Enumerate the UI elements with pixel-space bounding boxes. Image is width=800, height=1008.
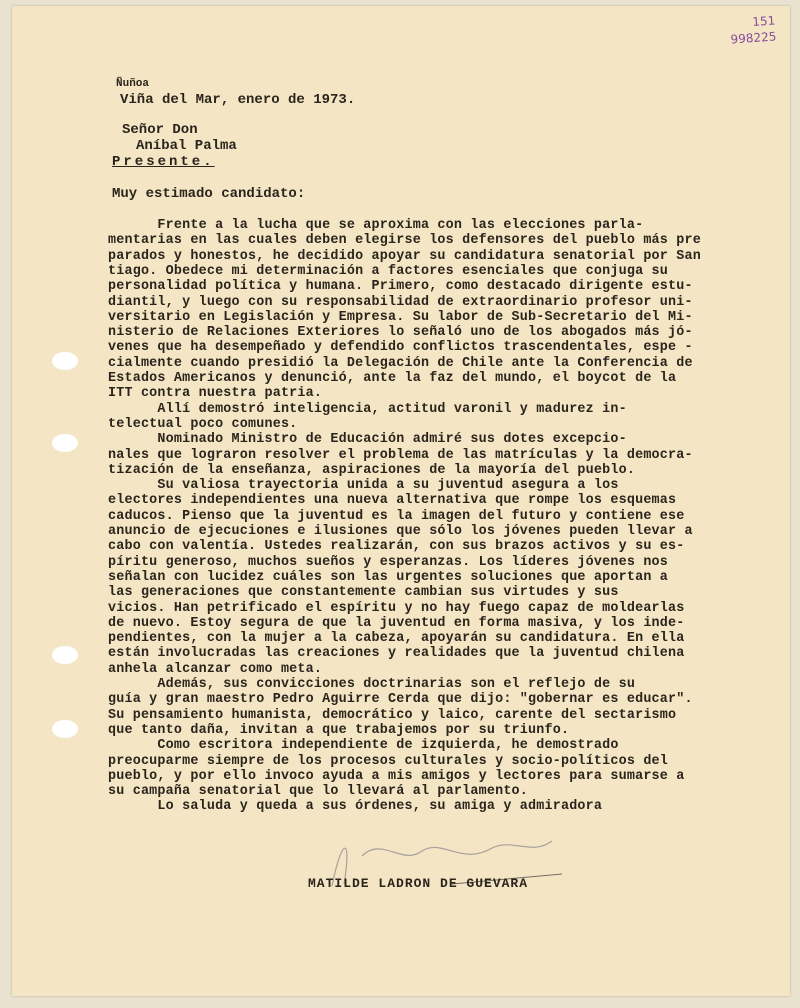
body-line: caducos. Pienso que la juventud es la imagen del futuro y contiene ese [108,508,685,524]
body-line: Como escritora independiente de izquierda, he demostrado [108,738,619,754]
body-line: vicios. Han petrificado el espíritu y no hay fuego capaz de moldearlas [108,600,685,616]
body-line: que tanto daña, invitan a que trabajemos por su triunfo. [108,722,570,738]
punch-hole [52,434,78,452]
body-line: mentarias en las cuales deben elegirse los defensores del pueblo más pre [108,233,701,249]
body-line: su campaña senatorial que lo llevará al parlamento. [108,784,529,800]
greeting: Muy estimado candidato: [112,186,306,202]
signer-name: MATILDE LADRON DE GUEVARA [308,876,529,891]
body-line: nales que lograron resolver el problema de las matrículas y la democra- [108,447,693,463]
punch-hole [52,352,78,370]
body-line: tiago. Obedece mi determinación a factores esenciales que conjuga su [108,263,669,279]
body-line: versitario en Legislación y Empresa. Su labor de Sub-Secretario del Mi- [108,309,693,325]
body-line: pendientes, con la mujer a la cabeza, apoyarán su candidatura. En ella [108,631,685,647]
body-line: telectual poco comunes. [108,416,298,432]
body-line: Frente a la lucha que se aproxima con las elecciones parla- [108,218,644,233]
body-line: Además, sus convicciones doctrinarias son el reflejo de su [108,677,636,692]
body-line: anhela alcanzar como meta. [108,661,323,677]
body-line: venes que ha desempeñado y defendido conflictos trascendentales, espe - [108,340,693,356]
punch-hole [52,646,78,664]
body-line: las generaciones que constantemente cambian sus virtudes y sus [108,585,619,601]
body-line: guía y gran maestro Pedro Aguirre Cerda que dijo: "gobernar es educar". [108,692,693,708]
recipient-line: Aníbal Palma [136,138,237,154]
archive-mark-top: 151 [752,13,776,30]
body-line: píritu generoso, muchos sueños y esperanzas. Los líderes jóvenes nos [108,554,669,570]
body-line: personalidad política y humana. Primero, como destacado dirigente estu- [108,279,693,295]
recipient-line: Presente. [112,154,215,170]
body-line: electores independientes una nueva alternativa que rompe los esquemas [108,493,677,509]
archive-mark-bottom: 998225 [730,29,777,47]
punch-hole [52,720,78,738]
body-line: pueblo, y por ello invoco ayuda a mis amigos y lectores para sumarse a [108,768,685,784]
body-line: cialmente cuando presidió la Delegación de Chile ante la Conferencia de [108,355,693,371]
body-line: cabo con valentía. Ustedes realizarán, con sus brazos activos y su es- [108,539,685,555]
body-line: Estados Americanos y denunció, ante la faz del mundo, el boycot de la [108,371,677,386]
body-line: nisterio de Relaciones Exteriores lo señaló uno de los abogados más jó- [108,325,693,341]
body-line: preocuparme siempre de los procesos culturales y socio-políticos del [108,753,669,769]
letter-page [12,6,790,996]
body-line: ITT contra nuestra patria. [108,386,323,402]
place-date: Viña del Mar, enero de 1973. [120,92,356,108]
body-line: Su valiosa trayectoria unida a su juventud asegura a los [108,478,619,494]
body-line: Allí demostró inteligencia, actitud varonil y madurez in- [108,401,627,417]
archive-number [729,12,777,47]
body-line: diantil, y luego con su responsabilidad de extraordinario profesor uni- [108,294,693,310]
body-line: están involucradas las creaciones y realidades que la juventud chilena [108,646,685,662]
body-line: de nuevo. Estoy segura de que la juventud en forma masiva, y los inde- [108,615,685,631]
body-line: Su pensamiento humanista, democrático y laico, carente del sectarismo [108,707,677,723]
recipient-line: Señor Don [122,122,198,138]
body-line: señalan con lucidez cuáles son las urgentes soluciones que aportan a [108,569,669,585]
struck-place: Ñuñoa [116,78,150,90]
body-line: Nominado Ministro de Educación admiré sus dotes excepcio- [108,432,627,448]
body-line: tización de la enseñanza, aspiraciones de la mayoría del pueblo. [108,462,636,478]
body-line: Lo saluda y queda a sus órdenes, su amiga y admiradora [108,799,603,815]
body-line: anuncio de ejecuciones e ilusiones que sólo los jóvenes pueden llevar a [108,524,693,539]
body-line: parados y honestos, he decidido apoyar su candidatura senatorial por San [108,248,701,264]
